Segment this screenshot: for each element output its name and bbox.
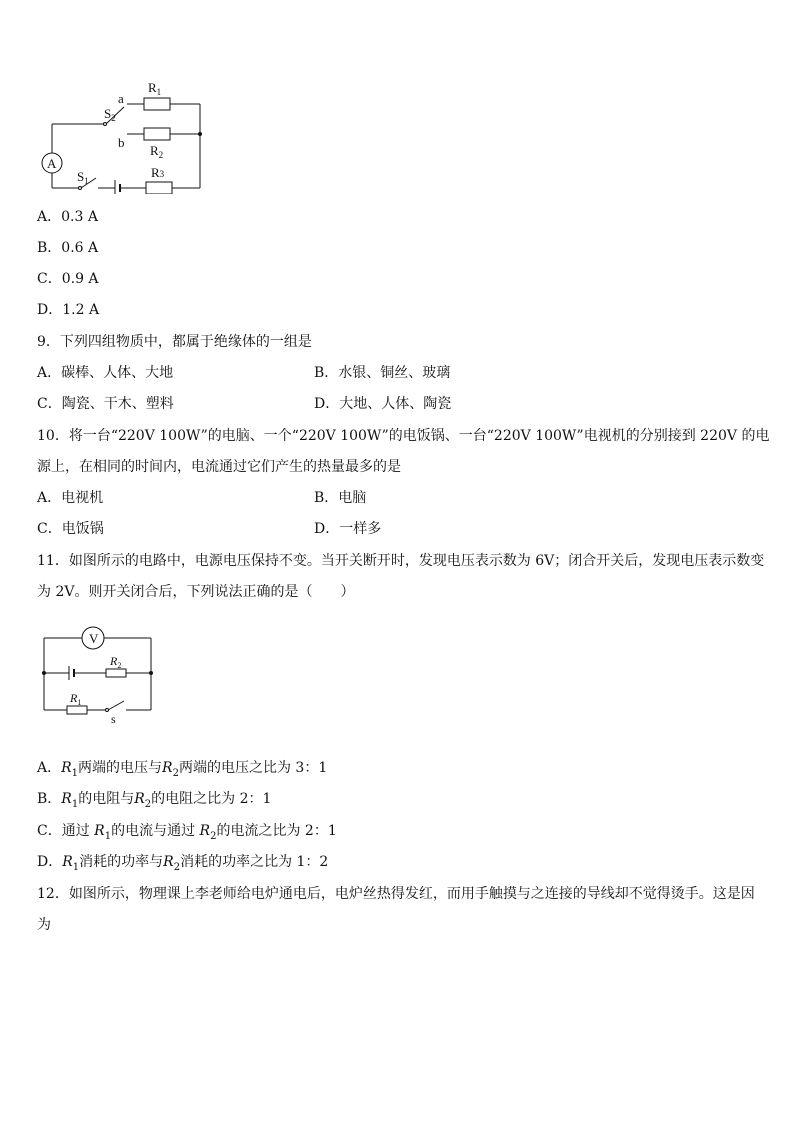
q8-option-a[interactable]: A．0.3 A: [37, 209, 98, 225]
svg-text:R1: [69, 691, 81, 707]
q8-option-c[interactable]: C．0.9 A: [37, 271, 99, 287]
r1-subscript: 1: [71, 798, 79, 810]
option-prefix: D．: [37, 854, 63, 870]
r2-symbol: R: [134, 791, 145, 807]
r1-label: R: [148, 80, 157, 95]
q12-stem-line1: 12．如图所示，物理课上李老师给电炉通电后，电炉丝热得发红，而用手触摸与之连接的导线却不觉得烫手。这是因: [37, 886, 755, 902]
option-prefix: B．: [37, 791, 62, 807]
option-text: 两端的电压与: [78, 760, 163, 776]
q9-option-d[interactable]: D．大地、人体、陶瓷: [314, 396, 452, 412]
option-text: 两端的电压之比为 3：1: [178, 760, 328, 776]
q8-option-b[interactable]: B．0.6 A: [37, 240, 99, 256]
option-text: 的电阻之比为 2：1: [151, 791, 272, 807]
r1-symbol: R: [61, 760, 72, 776]
r1-subscript: 1: [104, 830, 112, 842]
q9-option-b[interactable]: B．水银、铜丝、玻璃: [314, 365, 451, 381]
q8-option-d[interactable]: D．1.2 A: [37, 302, 100, 318]
r2-subscript: 2: [210, 830, 217, 842]
s2-subscript: 2: [111, 113, 116, 123]
q10-option-d[interactable]: D．一样多: [314, 521, 382, 537]
r2-symbol: R: [163, 854, 174, 870]
option-text: 的电流之比为 2：1: [216, 823, 337, 839]
terminal-b-label: b: [118, 135, 125, 150]
option-text: 的电阻与: [78, 791, 135, 807]
r2-subscript: 2: [173, 861, 181, 873]
circuit-diagram-1: [38, 76, 208, 194]
option-prefix: C．通过: [37, 823, 95, 839]
svg-text:R2: [150, 143, 163, 160]
r1-subscript: 1: [77, 698, 82, 707]
q11-stem-line2: 为 2V。则开关闭合后，下列说法正确的是（ ）: [37, 584, 355, 600]
r2-symbol: R: [162, 760, 173, 776]
svg-text:R1: [148, 80, 161, 97]
q11-option-a[interactable]: [37, 759, 327, 777]
q9-stem: 9．下列四组物质中，都属于绝缘体的一组是: [37, 334, 312, 350]
switch-label: s: [111, 712, 116, 726]
r2-symbol: R: [199, 823, 211, 839]
r1-subscript: 1: [71, 767, 79, 779]
q10-option-c[interactable]: C．电饭锅: [37, 521, 104, 537]
s1-subscript: 1: [84, 176, 89, 186]
circuit-diagram-2: [38, 622, 160, 726]
q11-option-c[interactable]: [37, 822, 337, 840]
r1-symbol: R: [94, 823, 105, 839]
svg-text:S2: [104, 106, 116, 123]
q11-option-b[interactable]: [37, 790, 271, 808]
r2-label: R: [150, 143, 159, 158]
r1-subscript: 1: [156, 87, 162, 97]
q10-option-a[interactable]: A．电视机: [37, 490, 104, 506]
r2-label: R: [110, 654, 118, 668]
q11-stem-line1: 11．如图所示的电路中，电源电压保持不变。当开关断开时，发现电压表示数为 6V；闭合开关后，发现电压表示数变: [37, 553, 765, 569]
q10-stem-line1: 10．将一台“220V 100W”的电脑、一个“220V 100W”的电饭锅、一台“220V 100W”电视机的分别接到 220V 的电: [37, 428, 770, 444]
r2-subscript: 2: [158, 150, 164, 160]
terminal-a-label: a: [118, 91, 124, 106]
q9-option-a[interactable]: A．碳棒、人体、大地: [37, 365, 174, 381]
option-text: 消耗的功率之比为 1：2: [180, 854, 329, 870]
svg-text:R3: [151, 165, 165, 180]
option-prefix: A．: [37, 760, 62, 776]
option-text: 的电流与通过: [111, 823, 200, 839]
s1-label: S: [77, 169, 85, 184]
r1-label: R: [70, 691, 78, 705]
r1-symbol: R: [62, 854, 73, 870]
s2-label: S: [104, 106, 112, 121]
q10-stem-line2: 源上，在相同的时间内，电流通过它们产生的热量最多的是: [37, 459, 401, 475]
r3-subscript: 3: [159, 169, 165, 179]
q11-option-d[interactable]: [37, 853, 328, 871]
r3-label: R: [151, 165, 160, 180]
r1-symbol: R: [61, 791, 72, 807]
q10-option-b[interactable]: B．电脑: [314, 490, 367, 506]
r2-subscript: 2: [144, 798, 152, 810]
r2-subscript: 2: [172, 767, 179, 779]
svg-text:R2: [109, 654, 121, 670]
voltmeter-label: V: [89, 631, 99, 646]
svg-text:S1: [77, 169, 89, 186]
option-text: 消耗的功率与: [79, 854, 164, 870]
r1-subscript: 1: [72, 861, 80, 873]
q9-option-c[interactable]: C．陶瓷、干木、塑料: [37, 396, 174, 412]
ammeter-label: A: [47, 156, 57, 171]
q12-stem-line2: 为: [37, 917, 51, 933]
r2-subscript: 2: [117, 661, 122, 670]
